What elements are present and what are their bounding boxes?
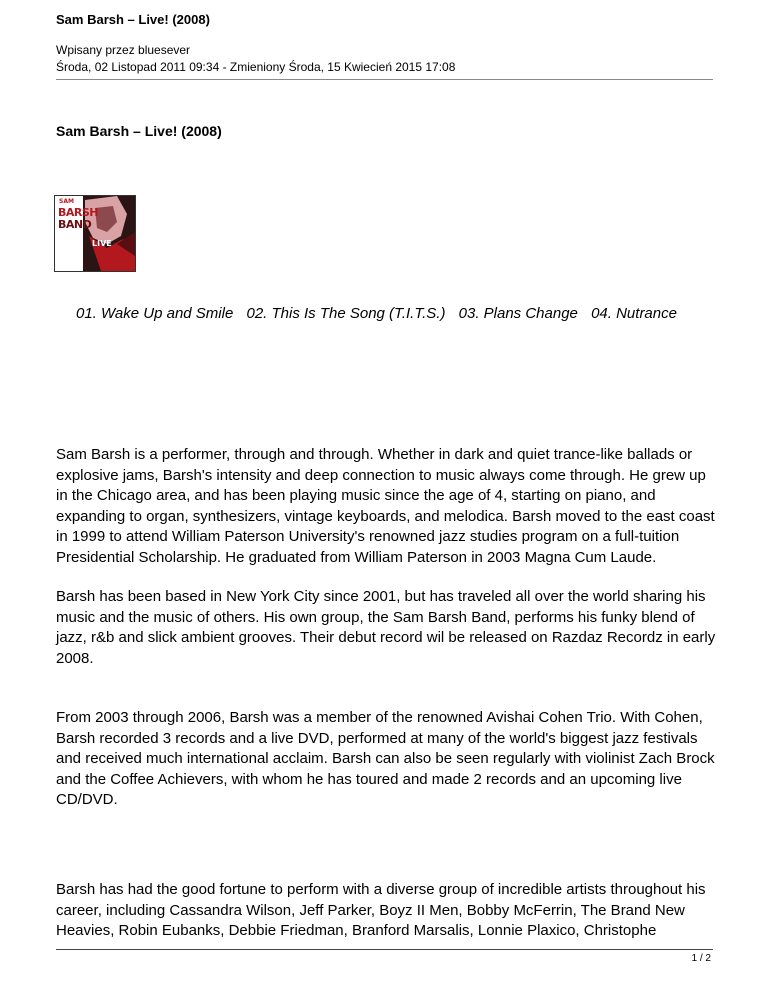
tracklist [76,305,686,322]
cover-text-sam: SAM [59,198,74,205]
header-divider [56,79,713,80]
page-number: 1 / 2 [691,953,711,964]
post-dates: Środa, 02 Listopad 2011 09:34 - Zmieniony Środa, 15 Kwiecień 2015 17:08 [56,60,456,74]
paragraph-cohen-trio: From 2003 through 2006, Barsh was a member of the renowned Avishai Cohen Trio. With Cohen, Barsh recorded 3 records and a live DVD, performed at many of the world's biggest jazz festivals and received much international acclaim. Barsh can also be seen regularly with violinist Zach Brock and the Coffee Achievers, with whom he has toured and made 2 records and an upcoming live CD/DVD. [56,709,715,808]
footer-divider [56,949,713,950]
cover-text-band: BAND [58,218,92,231]
article-title: Sam Barsh – Live! (2008) [56,123,222,139]
paragraph-bio: Sam Barsh is a performer, through and through. Whether in dark and quiet trance-like ballads or explosive jams, Barsh's intensity and deep connection to music always come through. He grew up in the Chicago area, and has been playing music since the age of 4, starting on piano, and expanding to organ, synthesizers, vintage keyboards, and melodica. Barsh moved to the east coast in 1999 to attend William Paterson University's renowned jazz studies program on a full-tuition Presidential Scholarship. He graduated from William Paterson in 2003 Magna Cum Laude. [56,446,715,566]
header-meta [56,42,455,76]
cover-text-live: LIVE [92,239,112,248]
header-title: Sam Barsh – Live! (2008) [56,12,210,27]
track-item: 03. Plans Change [458,305,578,322]
paragraph-collaborations: Barsh has had the good fortune to perform with a diverse group of incredible artists throughout his career, including Cassandra Wilson, Jeff Parker, Boyz II Men, Bobby McFerrin, The Brand New Heavies, Robin Eubanks, Debbie Friedman, Branford Marsalis, Lonnie Plaxico, Christophe [56,881,706,939]
album-cover[interactable] [54,195,136,272]
track-item: 01. Wake Up and Smile [76,305,234,322]
posted-by: Wpisany przez bluesever [56,43,191,57]
paragraph-new-york: Barsh has been based in New York City since 2001, but has traveled all over the world sharing his music and the music of others. His own group, the Sam Barsh Band, performs his funky blend of jazz, r&b and slick ambient grooves. Their debut record wil be released on Razdaz Recordz in early 2008. [56,588,716,667]
track-item: 04. Nutrance [591,305,677,322]
track-item: 02. This Is The Song (T.I.T.S.) [246,305,446,322]
cover-text-barsh: BARSH [58,206,98,219]
